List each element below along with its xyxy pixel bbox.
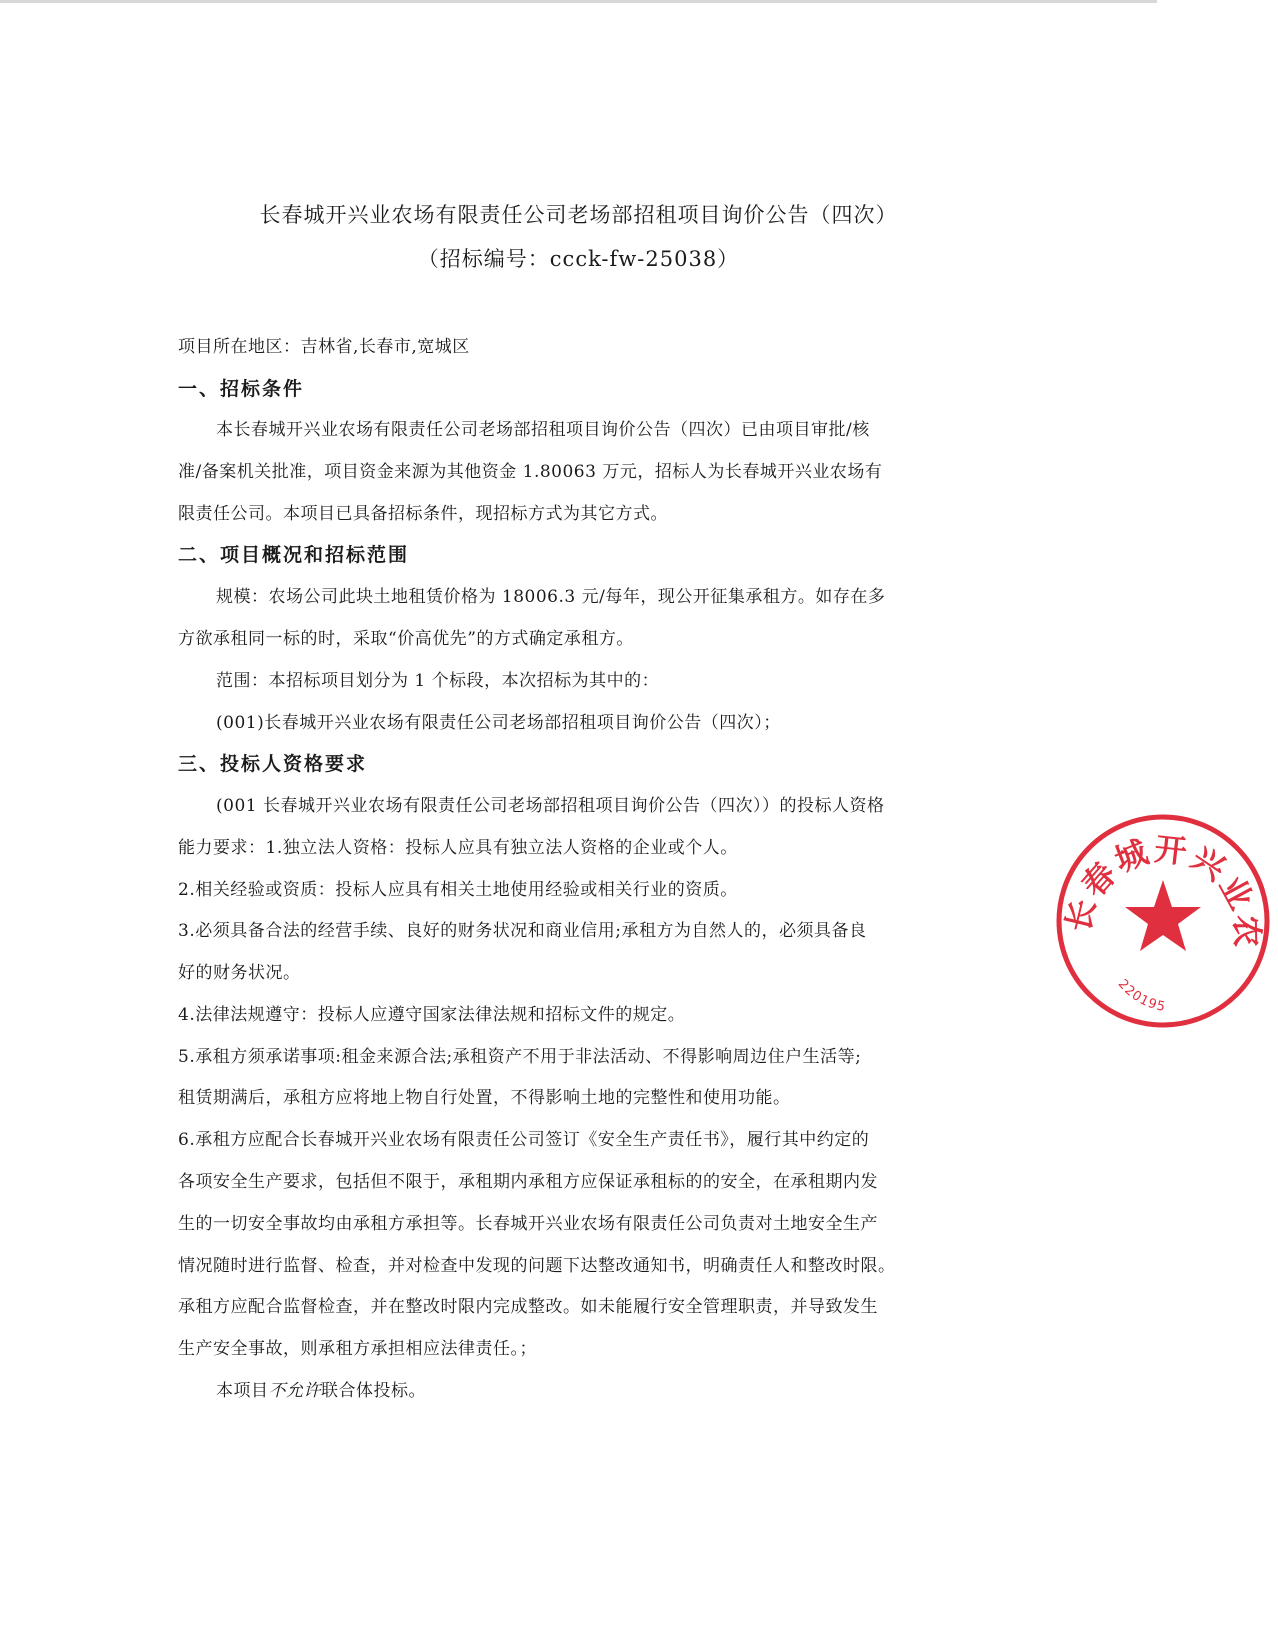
paragraph-line: 4.法律法规遵守：投标人应遵守国家法律法规和招标文件的规定。 bbox=[178, 1005, 686, 1025]
paragraph-line: 准/备案机关批准，项目资金来源为其他资金 1.80063 万元，招标人为长春城开兴业农场有 bbox=[178, 462, 883, 482]
paragraph-line: 规模：农场公司此块土地租赁价格为 18006.3 元/每年，现公开征集承租方。如存在多 bbox=[216, 587, 886, 607]
paragraph-line: 3.必须具备合法的经营手续、良好的财务状况和商业信用;承租方为自然人的，必须具备良 bbox=[178, 921, 867, 941]
seal-star-icon bbox=[1125, 880, 1201, 951]
document-title: 长春城开兴业农场有限责任公司老场部招租项目询价公告（四次） bbox=[259, 203, 898, 227]
paragraph-line: 方欲承租同一标的时，采取“价高优先”的方式确定承租方。 bbox=[178, 629, 634, 649]
section-1-heading: 一、招标条件 bbox=[178, 378, 305, 400]
project-location: 项目所在地区：吉林省,长春市,宽城区 bbox=[178, 337, 470, 357]
paragraph-line: (001 长春城开兴业农场有限责任公司老场部招租项目询价公告（四次））的投标人资格 bbox=[216, 796, 885, 816]
paragraph-line: (001)长春城开兴业农场有限责任公司老场部招租项目询价公告（四次）； bbox=[216, 713, 781, 733]
paragraph-line: 6.承租方应配合长春城开兴业农场有限责任公司签订《安全生产责任书》，履行其中约定的 bbox=[178, 1130, 870, 1150]
paragraph-line: 5.承租方须承诺事项:租金来源合法;承租资产不用于非法活动、不得影响周边住户生活等; bbox=[178, 1047, 862, 1067]
bid-number: （招标编号：ccck-fw-25038） bbox=[417, 247, 740, 271]
consortium-note-italic: 不允许 bbox=[268, 1381, 321, 1401]
paragraph-line: 承租方应配合监督检查，并在整改时限内完成整改。如未能履行安全管理职责，并导致发生 bbox=[178, 1297, 878, 1317]
paragraph-line: 限责任公司。本项目已具备招标条件，现招标方式为其它方式。 bbox=[178, 504, 668, 524]
company-seal bbox=[1048, 806, 1278, 1036]
paragraph-line: 2.相关经验或资质：投标人应具有相关土地使用经验或相关行业的资质。 bbox=[178, 880, 738, 900]
paragraph-line: 各项安全生产要求，包括但不限于，承租期内承租方应保证承租标的的安全，在承租期内发 bbox=[178, 1172, 878, 1192]
seal-number: 220195 bbox=[1114, 976, 1168, 1016]
consortium-note-prefix: 本项目 bbox=[216, 1381, 269, 1401]
paragraph-line: 生产安全事故，则承租方承担相应法律责任。； bbox=[178, 1339, 537, 1359]
section-2-heading: 二、项目概况和招标范围 bbox=[178, 544, 410, 566]
top-rule bbox=[0, 0, 1157, 3]
consortium-note-suffix: 联合体投标。 bbox=[321, 1381, 426, 1401]
seal-text: 长春城开兴业农 bbox=[1058, 829, 1267, 951]
paragraph-line: 情况随时进行监督、检查，并对检查中发现的问题下达整改通知书，明确责任人和整改时限。 bbox=[178, 1256, 896, 1276]
consortium-note bbox=[216, 1376, 426, 1401]
paragraph-line: 生的一切安全事故均由承租方承担等。长春城开兴业农场有限责任公司负责对土地安全生产 bbox=[178, 1214, 878, 1234]
paragraph-line: 租赁期满后，承租方应将地上物自行处置，不得影响土地的完整性和使用功能。 bbox=[178, 1088, 791, 1108]
paragraph-line: 本长春城开兴业农场有限责任公司老场部招租项目询价公告（四次）已由项目审批/核 bbox=[216, 420, 870, 440]
paragraph-line: 能力要求：1.独立法人资格：投标人应具有独立法人资格的企业或个人。 bbox=[178, 838, 738, 858]
section-3-heading: 三、投标人资格要求 bbox=[178, 753, 368, 775]
paragraph-line: 好的财务状况。 bbox=[178, 963, 301, 983]
paragraph-line: 范围：本招标项目划分为 1 个标段，本次招标为其中的： bbox=[216, 671, 660, 691]
